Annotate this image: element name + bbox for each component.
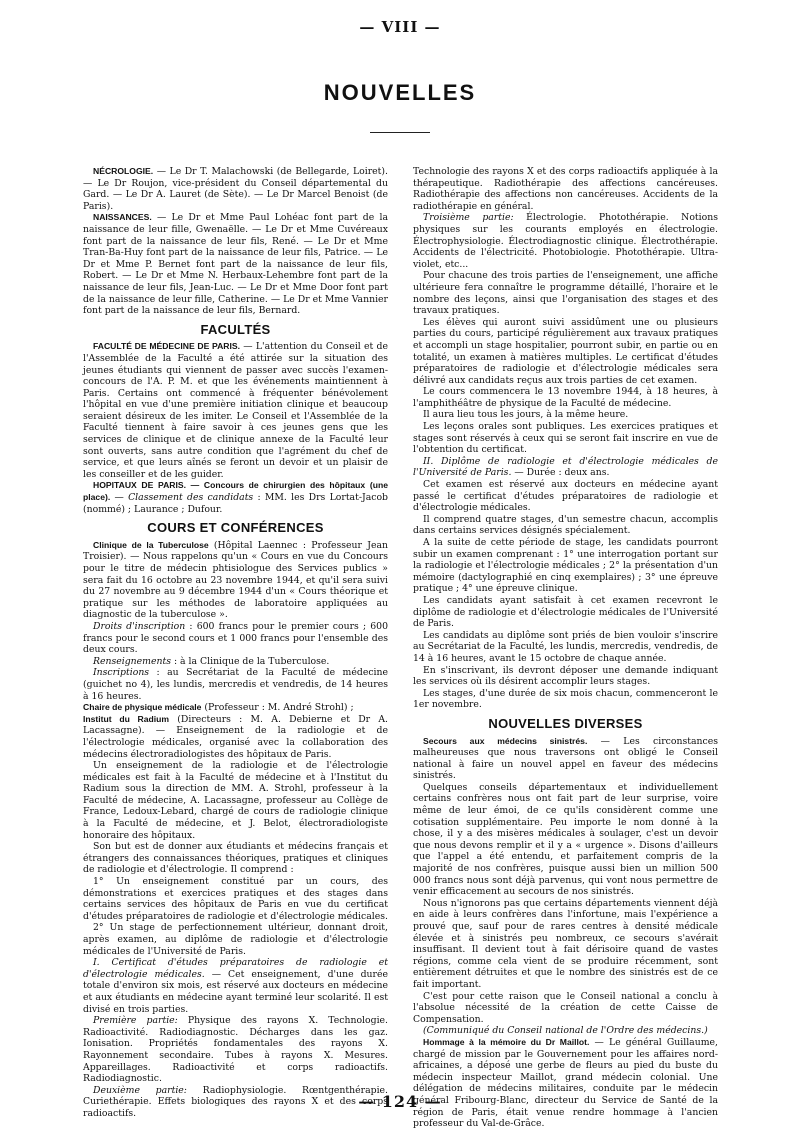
secours-paragraph <box>413 736 718 782</box>
hopitaux-italic: — Classement des candidats <box>110 492 254 504</box>
item-2-paragraph: 2° Un stage de perfectionnement ultérieur, donnant droit, après examen, au diplôme de radiologie et d'électrologie médicales de l'Université de Paris. <box>83 922 388 957</box>
eleves-paragraph: Les élèves qui auront suivi assidûment une ou plusieurs parties du cours, participé régulièrement aux travaux pratiques et accompli un stage hospitalier, pourront subir, en partie ou en totalité, un examen à matières multiples. Le certificat d'études préparatoires de radiologie et d'électrologie médicales sera délivré aux candidats reçus aux trois parties de cet examen. <box>413 316 718 386</box>
ignorons-paragraph: Nous n'ignorons pas que certains départements viennent déjà en aide à leurs confrères dans l'infortune, mais l'expérience a prouvé que, sauf pour de rares centres à densité médicale élevée et à sinistrés peu nombreux, ce secours s'avérait insuffisant. Il devient tout à fait dérisoire quand de vastes régions, comme cela vient de se produire récemment, sont entièrement détruites et que le nombre des sinistrés est de ce fait important. <box>413 897 718 990</box>
troisieme-text: Électrologie. Photothérapie. Notions physiques sur les courants employés en électrologie. Électrophysiologie. Électrodiagnostic clinique. Électrothérapie. Accidents de l'électricité. Photobiologie. Photothérapie. Ultra-violet, etc... <box>413 212 718 270</box>
page-folio: — VIII — <box>359 18 441 36</box>
examen-paragraph: Cet examen est réservé aux docteurs en médecine ayant passé le certificat d'études préparatoires de radiologie et d'électrologie médicales. <box>413 479 718 514</box>
page-number: — 124 — <box>358 1092 442 1111</box>
candidats-paragraph: Les candidats ayant satisfait à cet examen recevront le diplôme de radiologie et d'électrologie médicales de l'Université de Paris. <box>413 594 718 630</box>
cours-heading: COURS ET CONFÉRENCES <box>147 520 324 536</box>
deuxieme-label: Deuxième partie: <box>93 1084 187 1096</box>
title-rule <box>370 132 430 133</box>
left-column <box>83 166 388 1120</box>
necrologie-text: — Le Dr T. Malachowski (de Bellegarde, Loiret). — Le Dr Roujon, vice-président du Conseil départemental du Gard. — Le Dr A. Lauret (de Sète). — Le Dr Marcel Benoist (de Paris). <box>83 166 388 212</box>
faculte-paragraph <box>83 341 388 480</box>
necrologie-label: NÉCROLOGIE. <box>93 166 154 176</box>
necrologie-paragraph <box>83 166 388 212</box>
renseignements-text: : à la Clinique de la Tuberculose. <box>171 655 330 667</box>
physique-label: Chaire de physique médicale <box>83 702 202 713</box>
inscriptions-paragraph <box>83 667 388 702</box>
diplome-label: II. Diplôme de radiologie et d'électrologie médicales de l'Université de Paris. <box>413 455 718 479</box>
lecons-paragraph: Les leçons orales sont publiques. Les exercices pratiques et stages sont réservés à ceux qui se seront fait inscrire en vue de l'obtention du certificat. <box>413 421 718 456</box>
communique-paragraph: (Communiqué du Conseil national de l'Ordre des médecins.) <box>423 1025 708 1037</box>
inscrivant-paragraph: En s'inscrivant, ils devront déposer une demande indiquant les services où ils désirent accomplir leurs stages. <box>413 664 718 688</box>
raison-paragraph: C'est pour cette raison que le Conseil national a conclu à l'absolue nécessité de la création de cette Caisse de Compensation. <box>413 990 718 1025</box>
diplome-text: — Durée : deux ans. <box>511 467 610 479</box>
renseignements-paragraph <box>83 656 388 668</box>
physique-text: (Professeur : M. André Strohl) ; <box>201 702 354 714</box>
inscriptions-label: Inscriptions <box>93 667 150 679</box>
premiere-label: Première partie: <box>93 1015 178 1027</box>
quelques-paragraph: Quelques conseils départementaux et individuellement certains confrères nous ont fait part de leur surprise, voire même de leur émoi, de ce qu'ils considèrent comme une cotisation supplémentaire. Peu importe le nom donné à la chose, il y a des misères médicales à soulager, c'est un devoir que nous devons remplir et il y a « urgence ». Disons d'ailleurs que l'appel a été entendu, et parfaitement compris de la majorité de nos confrères, puisque aussi bien un million 500 000 francs nous sont déjà parvenus, qui vont nous permettre de venir efficacement au secours de nos sinistrés. <box>413 781 718 898</box>
troisieme-paragraph <box>413 212 718 270</box>
tuberculose-paragraph <box>83 540 388 621</box>
inscriptions-text: : au Secrétariat de la Faculté de médecine (guichet no 4), les lundis, mercredis et vendredis, de 14 heures à 16 heures. <box>83 667 388 702</box>
duree-paragraph: Les stages, d'une durée de six mois chacun, commenceront le 1er novembre. <box>413 687 718 711</box>
techno-paragraph: Technologie des rayons X et des corps radioactifs appliquée à la thérapeutique. Radiothérapie des affections cancéreuses. Radiothérapie des affections non cancéreuses. Accidents de la radiothérapie en général. <box>413 166 718 212</box>
troisieme-label: Troisième partie: <box>423 212 514 224</box>
radium-text: (Directeurs : M. A. Debierne et Dr A. Lacassagne). — Enseignement de la radiologie et de l'électrologie médicales, organisé avec la collaboration des médecins électroradiologistes des hôpitaux de Paris. <box>83 713 389 760</box>
certificat-label: I. Certificat d'études préparatoires de radiologie et d'électrologie médicales. <box>83 957 388 980</box>
page-title: NOUVELLES <box>323 80 477 105</box>
droits-paragraph <box>83 621 388 656</box>
enseignement-paragraph: Un enseignement de la radiologie et de l'électrologie médicales est fait à la Faculté de médecine et à l'Institut du Radium sous la direction de MM. A. Strohl, professeur à la Faculté de médecine, A. Lacassagne, professeur au Collège de France, Ledoux-Lebard, chargé de cours de radiologie clinique à la Faculté de médecine, et J. Belot, électroradiologiste honoraire des hôpitaux. <box>83 760 388 841</box>
certificat-text: — Cet enseignement, d'une durée totale d'environ six mois, est réservé aux docteurs en médecine et aux étudiants en médecine ayant terminé leur scolarité. Il est divisé en trois parties. <box>83 968 388 1015</box>
facultes-heading: FACULTÉS <box>200 321 271 337</box>
chacune-paragraph: Pour chacune des trois parties de l'enseignement, une affiche ultérieure fera connaître le programme détaillé, l'horaire et le nombre des leçons, ainsi que l'organisation des stages et des travaux pratiques. <box>413 270 718 317</box>
item-1-paragraph: 1° Un enseignement constitué par un cours, des démonstrations et exercices pratiques et des stages dans certains services des hôpitaux de Paris en vue du certificat d'études préparatoires de radiologie et d'électrologie médicales. <box>83 876 388 922</box>
hopitaux-text: : MM. les Drs Lortat-Jacob (nommé) ; Laurance ; Dufour. <box>83 492 388 515</box>
hommage-text: — Le général Guillaume, chargé de mission par le Gouvernement pour les affaires nord-africaines, a déposé une gerbe de fleurs au pied du buste du médecin inspecteur Maillot, grand médecin colonial. Une délégation de médecins militaires, conduite par le médecin général Fribourg-Blanc, directeur du Service de Santé de la région de Paris, était venue rendre hommage à l'ancien professeur du Val-de-Grâce. <box>413 1036 718 1130</box>
diplome-paragraph <box>413 456 718 479</box>
secours-label: Secours aux médecins sinistrés. <box>423 735 588 746</box>
renseignements-label: Renseignements <box>93 655 171 667</box>
naissances-label: NAISSANCES. <box>93 212 152 223</box>
naissances-paragraph <box>83 212 388 316</box>
tuberculose-label: Clinique de la Tuberculose <box>93 539 209 550</box>
diverses-heading: NOUVELLES DIVERSES <box>488 715 643 731</box>
deuxieme-text: Radiophysiologie. Rœntgenthérapie. Curiethérapie. Effets biologiques des rayons X et des corps radioactifs. <box>83 1084 388 1119</box>
aspirants-paragraph: Les candidats au diplôme sont priés de bien vouloir s'inscrire au Secrétariat de la Faculté, les lundis, mercredis, vendredis, de 14 à 16 heures, avant le 15 octobre de chaque année. <box>413 629 718 664</box>
radium-label: Institut du Radium <box>83 713 170 724</box>
but-paragraph: Son but est de donner aux étudiants et médecins français et étrangers des connaissances théoriques, pratiques et cliniques de radiologie et d'électrologie. Il comprend : <box>83 841 388 876</box>
hommage-label: Hommage à la mémoire du Dr Maillot. <box>423 1036 590 1047</box>
right-column <box>413 166 718 1130</box>
premiere-text: Physique des rayons X. Technologie. Radioactivité. Radiodiagnostic. Décharges dans les gaz. Ionisation. Propriétés fondamentales des rayons X. Rayonnement secondaire. Tubes à rayons X. Mesures. Appareillages. Radioactivité et corps radioactifs. Radiodiagnostic. <box>83 1015 388 1085</box>
stages-paragraph: Il comprend quatre stages, d'un semestre chacun, accomplis dans certains services désignés spécialement. <box>413 513 718 537</box>
premiere-paragraph <box>83 1015 388 1085</box>
hopitaux-label: HOPITAUX DE PARIS. — Concours de chirurgien des hôpitaux (une place). <box>83 480 388 503</box>
tuberculose-text: (Hôpital Laennec : Professeur Jean Troisier). — Nous rappelons qu'un « Cours en vue du Concours pour le titre de médecin phtisiologue des Services publics » sera fait du 16 octobre au 23 novembre 1944, et qu'il sera suivi du 27 novembre au 9 décembre 1944 d'un « Cours théorique et pratique sur les méthodes de laboratoire appliquées au diagnostic de la tuberculose ». <box>83 539 389 621</box>
hommage-paragraph <box>413 1037 718 1130</box>
physique-paragraph <box>83 702 388 714</box>
faculte-label: FACULTÉ DE MÉDECINE DE PARIS. <box>93 341 241 352</box>
naissances-text: — Le Dr et Mme Paul Lohéac font part de la naissance de leur fille, Gwenaëlle. — Le Dr et Mme Cuvéreaux font part de la naissance de leur fils, René. — Le Dr et Mme Tran-Ba-Huy font part de la naissance de leur fils, Patrice. — Le Dr et Mme P. Bernet font part de la naissance de leur fils, Robert. — Le Dr et Mme N. Herbaux-Lehembre font part de la naissance de leur fils, Jean-Luc. — Le Dr et Mme Door font part de la naissance de leur fille, Catherine. — Le Dr et Mme Vannier font part de la naissance de leur fils, Bernard. <box>83 212 388 317</box>
hopitaux-paragraph <box>83 480 388 515</box>
certificat-paragraph <box>83 957 388 1015</box>
lieu-paragraph: Il aura lieu tous les jours, à la même heure. <box>423 409 629 421</box>
droits-text: : 600 francs pour le premier cours ; 600 francs pour le second cours et 1 000 francs pour l'ensemble des deux cours. <box>83 620 389 656</box>
droits-label: Droits d'inscription <box>93 620 186 632</box>
cours-date-paragraph: Le cours commencera le 13 novembre 1944, à 18 heures, à l'amphithéâtre de physique de la Faculté de médecine. <box>413 386 718 409</box>
faculte-text: — L'attention du Conseil et de l'Assemblée de la Faculté a été attirée sur la situation des jeunes étudiants qui viennent de passer avec succès l'examen-concours de l'A. P. M. et que les événements maintiennent à Paris. Certains ont commencé à fréquenter bénévolement l'hôpital en vue d'une première initiation clinique et beaucoup seraient désireux de les imiter. Le Conseil et l'Assemblée de la Faculté tiennent à faire savoir à ces jeunes gens que les services de clinique et de clinique annexe de la Faculté leur sont ouverts, sans autre condition que l'agrément du chef de service, et que leurs aînés se feront un devoir et un plaisir de les conseiller et de les guider. <box>83 341 388 480</box>
secours-text: — Les circonstances malheureuses que nous traversons ont obligé le Conseil national à faire un nouvel appel en faveur des médecins sinistrés. <box>413 735 718 782</box>
suite-paragraph: A la suite de cette période de stage, les candidats pourront subir un examen comprenant : 1° une interrogation portant sur la radiologie et l'électrologie médicales ; 2° la présentation d'un mémoire (dactylographié en cinq exemplaires) ; 3° une épreuve pratique ; 4° une épreuve clinique. <box>413 537 718 595</box>
radium-paragraph <box>83 714 388 760</box>
